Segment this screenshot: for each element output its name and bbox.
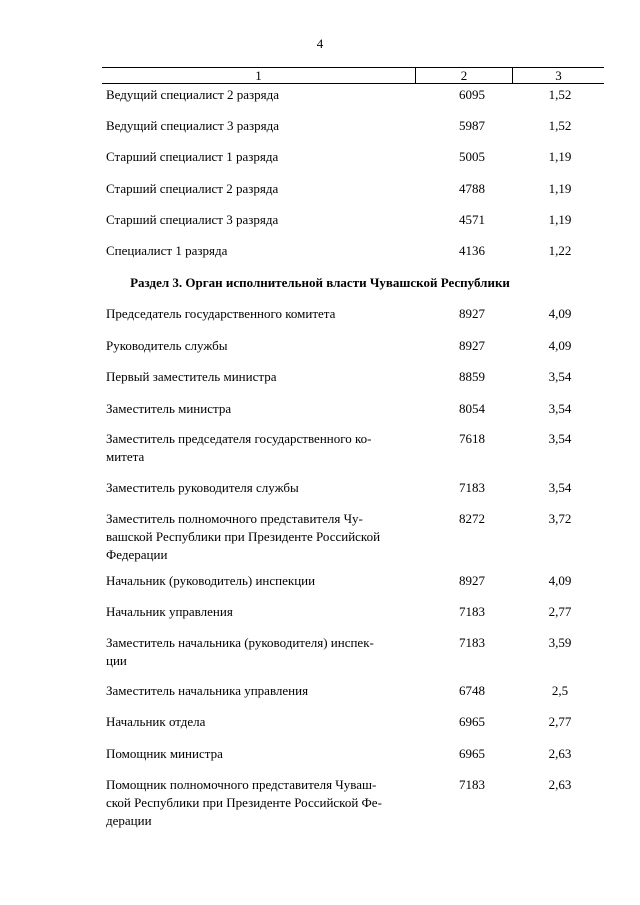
table-header (102, 67, 604, 84)
table-row (106, 180, 604, 198)
coefficient-value: 2,63 (548, 777, 572, 792)
salary-value: 5005 (459, 149, 485, 164)
section-title: Раздел 3. Орган исполнительной власти Чувашской Республики (130, 275, 510, 290)
position-title: Помощник полномочного представителя Чуваш- ской Республики при Президенте Российской Фе- дерации (106, 777, 382, 828)
salary-value: 8272 (459, 511, 485, 526)
coefficient-value: 2,77 (548, 714, 572, 729)
position-title: Заместитель полномочного представителя Чу- вашской Республики при Президенте Российской Федерации (106, 511, 381, 562)
salary-value: 4136 (459, 243, 485, 258)
salary-value: 8054 (459, 401, 485, 416)
salary-value: 6965 (459, 746, 485, 761)
table-header-col2: 2 (416, 68, 513, 83)
salary-value: 4788 (459, 181, 485, 196)
table-header-col1: 1 (102, 68, 416, 83)
coefficient-value: 3,54 (548, 401, 572, 416)
table-row (106, 745, 604, 763)
coefficient-value: 1,52 (548, 87, 572, 102)
position-title: Помощник министра (106, 746, 223, 761)
table-row (106, 86, 604, 104)
position-title: Заместитель начальника управления (106, 683, 309, 698)
table-row (106, 337, 604, 355)
coefficient-value: 2,77 (548, 604, 572, 619)
salary-value: 7183 (459, 635, 485, 650)
table-row (106, 305, 604, 323)
table-row (106, 572, 604, 590)
table-header-col3: 3 (555, 68, 562, 83)
table-row (106, 211, 604, 229)
table-row (106, 634, 604, 670)
coefficient-value: 3,59 (548, 635, 572, 650)
salary-value: 6965 (459, 714, 485, 729)
table-row (106, 430, 604, 466)
salary-value: 7183 (459, 777, 485, 792)
position-title: Специалист 1 разряда (106, 243, 228, 258)
salary-value: 8927 (459, 338, 485, 353)
salary-value: 4571 (459, 212, 485, 227)
table-row (106, 368, 604, 386)
position-title: Старший специалист 3 разряда (106, 212, 279, 227)
coefficient-value: 1,19 (548, 149, 572, 164)
table-row (106, 603, 604, 621)
coefficient-value: 3,54 (548, 480, 572, 495)
position-title: Старший специалист 2 разряда (106, 181, 279, 196)
table-row (106, 148, 604, 166)
salary-value: 6748 (459, 683, 485, 698)
salary-value: 8859 (459, 369, 485, 384)
table-row (106, 713, 604, 731)
coefficient-value: 4,09 (548, 338, 572, 353)
coefficient-value: 2,5 (551, 683, 569, 698)
salary-value: 7183 (459, 604, 485, 619)
coefficient-value: 4,09 (548, 306, 572, 321)
position-title: Заместитель руководителя службы (106, 480, 299, 495)
position-title: Ведущий специалист 3 разряда (106, 118, 280, 133)
coefficient-value: 3,72 (548, 511, 572, 526)
table-row (106, 510, 604, 564)
page-number: 4 (316, 36, 324, 51)
position-title: Старший специалист 1 разряда (106, 149, 279, 164)
coefficient-value: 2,63 (548, 746, 572, 761)
coefficient-value: 1,19 (548, 212, 572, 227)
salary-value: 7183 (459, 480, 485, 495)
table-row (106, 776, 604, 830)
table-row (106, 479, 604, 497)
position-title: Заместитель председателя государственного ко- митета (106, 431, 372, 464)
table-row (106, 242, 604, 260)
coefficient-value: 1,52 (548, 118, 572, 133)
salary-value: 8927 (459, 306, 485, 321)
table-row (106, 400, 604, 418)
coefficient-value: 1,22 (548, 243, 572, 258)
salary-value: 8927 (459, 573, 485, 588)
position-title: Ведущий специалист 2 разряда (106, 87, 280, 102)
salary-value: 7618 (459, 431, 485, 446)
coefficient-value: 1,19 (548, 181, 572, 196)
position-title: Первый заместитель министра (106, 369, 277, 384)
position-title: Председатель государственного комитета (106, 306, 336, 321)
position-title: Начальник (руководитель) инспекции (106, 573, 316, 588)
coefficient-value: 3,54 (548, 369, 572, 384)
position-title: Начальник управления (106, 604, 233, 619)
salary-value: 6095 (459, 87, 485, 102)
table-row (106, 682, 604, 700)
salary-value: 5987 (459, 118, 485, 133)
position-title: Начальник отдела (106, 714, 206, 729)
table-row (106, 117, 604, 135)
position-title: Руководитель службы (106, 338, 228, 353)
position-title: Заместитель начальника (руководителя) инспек- ции (106, 635, 374, 668)
position-title: Заместитель министра (106, 401, 232, 416)
coefficient-value: 4,09 (548, 573, 572, 588)
coefficient-value: 3,54 (548, 431, 572, 446)
